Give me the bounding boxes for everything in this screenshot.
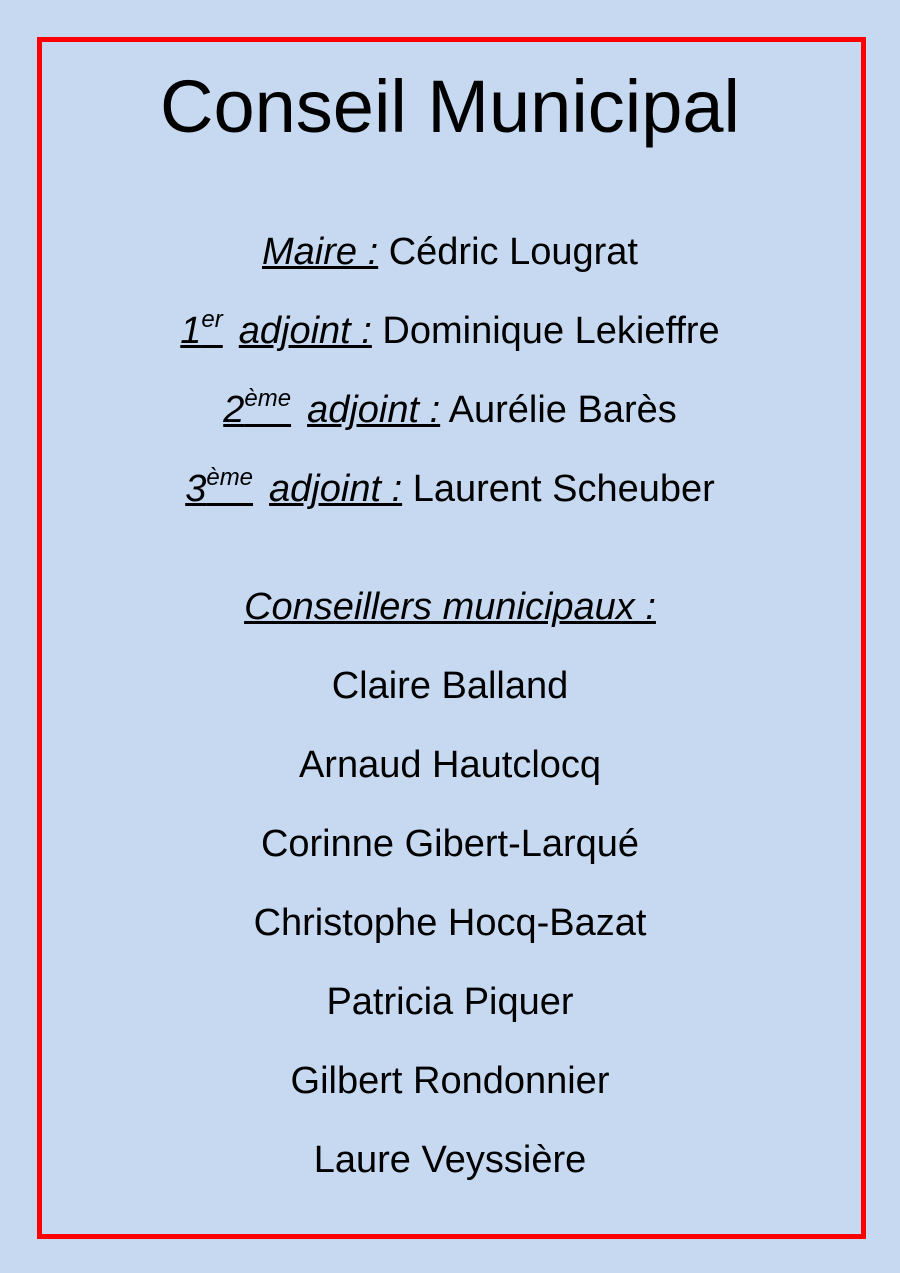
councillor-name: Laure Veyssière xyxy=(313,1139,587,1181)
councillor-name: Corinne Gibert-Larqué xyxy=(260,823,640,865)
councillor-name: Christophe Hocq-Bazat xyxy=(253,902,647,944)
third-deputy-name: Laurent Scheuber xyxy=(412,468,715,510)
councillor-name: Claire Balland xyxy=(331,665,569,707)
mayor-name: Cédric Lougrat xyxy=(388,231,638,273)
second-deputy-name: Aurélie Barès xyxy=(448,389,677,431)
first-deputy-line xyxy=(0,308,900,354)
second-deputy-role-label: 2ème adjoint : xyxy=(223,385,441,431)
councillor-name: Gilbert Rondonnier xyxy=(290,1060,610,1102)
second-deputy-line xyxy=(0,387,900,433)
third-deputy-role-label: 3ème adjoint : xyxy=(185,464,403,510)
mayor-role-label: Maire : xyxy=(262,231,379,273)
councillor-name: Arnaud Hautclocq xyxy=(298,744,602,786)
page-title: Conseil Municipal xyxy=(160,65,740,148)
councillors-heading: Conseillers municipaux : xyxy=(244,586,656,628)
first-deputy-name: Dominique Lekieffre xyxy=(382,310,720,352)
third-deputy-line xyxy=(0,466,900,512)
first-deputy-role-label: 1er adjoint : xyxy=(180,306,372,352)
councillor-name: Patricia Piquer xyxy=(326,981,574,1023)
mayor-line xyxy=(0,229,900,275)
